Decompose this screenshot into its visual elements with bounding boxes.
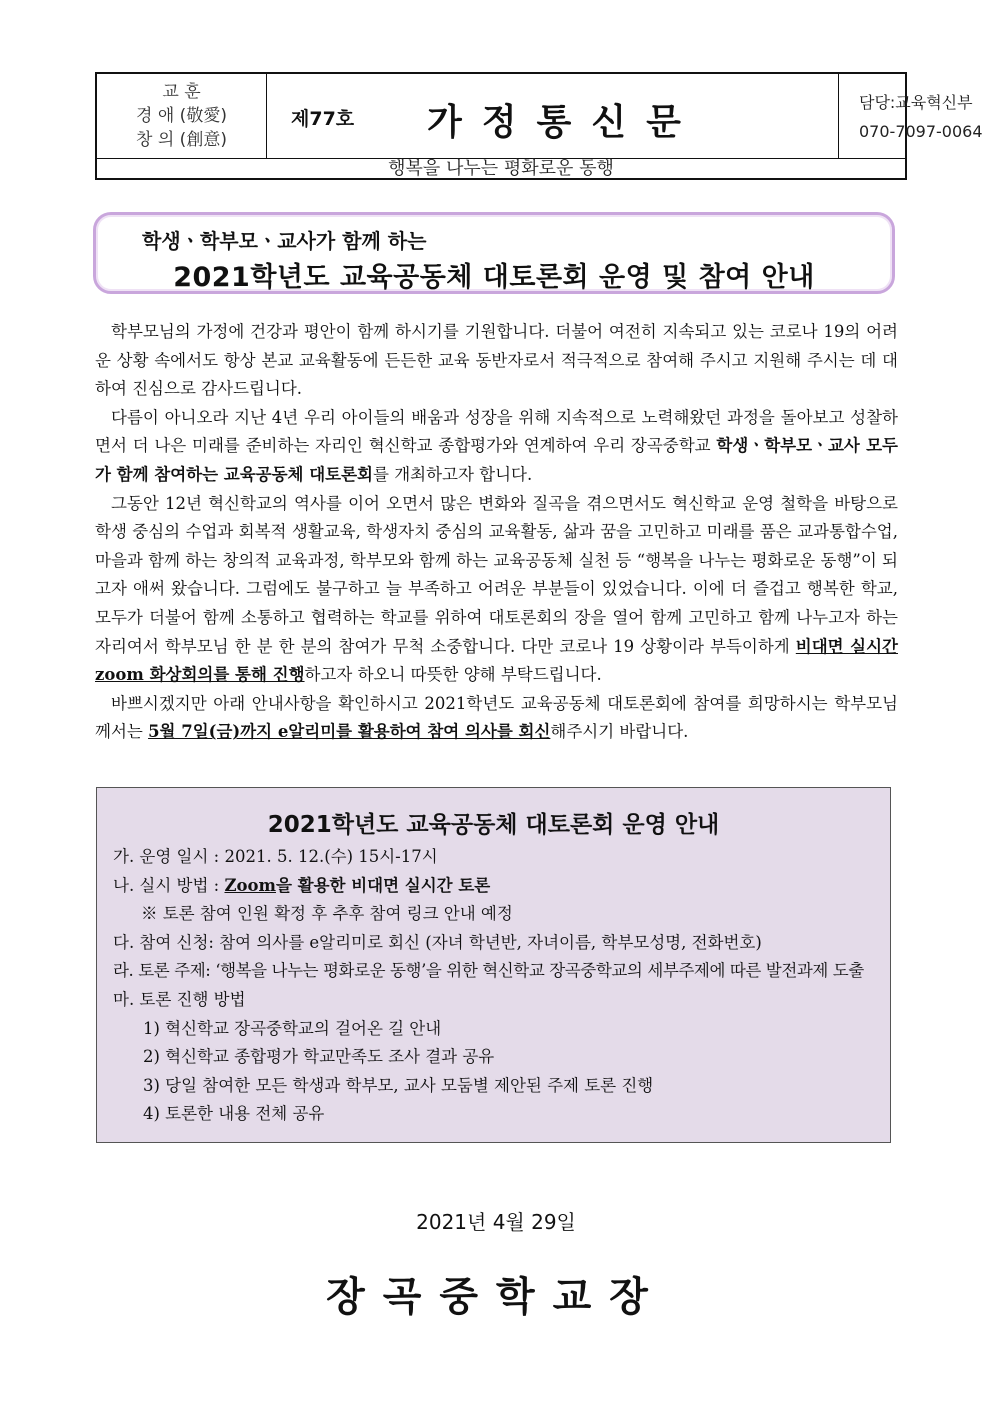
procedure-step: 1) 혁신학교 장곡중학교의 걸어온 길 안내: [143, 1018, 442, 1038]
info-list: [113, 843, 883, 1129]
emphasis-zoom: 비대면 실시간 zoom 화상회의를 통해 진행: [95, 636, 898, 685]
text: 그동안 12년 혁신학교의 역사를 이어 오면서 많은 변화와 질곡을 겪으면서도 혁신학교 운영 철학을 바탕으로 학생 중심의 수업과 회복적 생활교육, 학생자치 중심의 교육활동, 삶과 꿈을 고민하고 미래를 품은 교과통합수업, 마을과 함께 하는 창의적 교육과정, 학부모와 함께 하는 교육공동체 실천 등 “행복을 나누는 평화로운 동행”이 되고자 애써 왔습니다. 그럼에도 불구하고 늘 부족하고 어려운 부분들이 있었습니다. 이에 더 즐겁고 행복한 학교, 모두가 더불어 함께 소통하고 협력하는 학교를 위하여 대토론회의 장을 열어 함께 고민하고 함께 나누고자 하는 자리여서 학부모님 한 분 한 분의 참여가 무척 소중합니다. 다만 코로나 19 상황이라 부득이하게: [95, 493, 898, 656]
paragraph-purpose: [95, 404, 898, 490]
title-banner: [93, 212, 895, 294]
title-cell: [267, 74, 839, 158]
text: 를 개최하고자 합니다.: [373, 464, 533, 484]
value: 을 활용한 비대면 실시간 토론: [276, 875, 491, 895]
department: 담당:교육혁신부: [859, 93, 973, 112]
school-motto: [97, 74, 267, 158]
paragraph-request: [95, 690, 898, 747]
motto-title: 교 훈: [162, 82, 201, 102]
text: 하고자 하오니 따뜻한 양해 부탁드립니다.: [304, 665, 602, 685]
letter-body: [95, 318, 898, 747]
newsletter-title: 가정통신문: [427, 102, 701, 143]
label: 가. 운영 일시 :: [113, 847, 225, 866]
label: 나. 실시 방법 :: [113, 875, 225, 895]
info-item-procedure: 마. 토론 진행 방법: [113, 989, 246, 1009]
value-zoom: Zoom: [224, 875, 276, 895]
contact-cell: [839, 74, 905, 158]
issue-date: 2021년 4월 29일: [416, 1210, 576, 1234]
info-box: [96, 787, 891, 1143]
value: 2021. 5. 12.(수) 15시-17시: [224, 847, 438, 866]
info-item-topic: 라. 토론 주제: ‘행복을 나누는 평화로운 동행’을 위한 혁신학교 장곡중학교의 세부주제에 따른 발전과제 도출: [113, 961, 864, 981]
principal-signature: 장곡중학교장: [326, 1274, 666, 1320]
text: 해주시기 바랍니다.: [550, 722, 689, 742]
issue-number: 제77호: [291, 108, 355, 130]
motto-line-1: 경 애 (敬愛): [136, 106, 227, 126]
phone-number: 070-7097-0064: [859, 122, 983, 141]
procedure-step: 2) 혁신학교 종합평가 학교만족도 조사 결과 공유: [143, 1047, 495, 1067]
emphasis-deadline: 5월 7일(금)까지 e알리미를 활용하여 참여 의사를 회신: [148, 722, 551, 742]
info-item-method: [113, 872, 883, 901]
info-title: 2021학년도 교육공동체 대토론회 운영 안내: [267, 812, 720, 838]
info-item-schedule: [113, 843, 883, 872]
paragraph-history: [95, 490, 898, 690]
school-slogan: 행복을 나누는 평화로운 동행: [97, 158, 905, 179]
info-note: ※ 토론 참여 인원 확정 후 추후 참여 링크 안내 예정: [141, 904, 513, 924]
info-item-apply: 다. 참여 신청: 참여 의사를 e알리미로 회신 (자녀 학년반, 자녀이름, 학부모성명, 전화번호): [113, 932, 762, 952]
banner-title: 2021학년도 교육공동체 대토론회 운영 및 참여 안내: [173, 262, 815, 293]
procedure-step: 3) 당일 참여한 모든 학생과 학부모, 교사 모둠별 제안된 주제 토론 진행: [143, 1075, 654, 1095]
emphasis-participants: 학생ㆍ학부모ㆍ교사 모두가 함께 참여하는 교육공동체 대토론회: [95, 436, 898, 484]
procedure-step: 4) 토론한 내용 전체 공유: [143, 1104, 325, 1124]
newsletter-header: [95, 72, 983, 180]
motto-line-2: 창 의 (創意): [136, 130, 227, 150]
banner-subtitle: 학생ㆍ학부모ㆍ교사가 함께 하는: [142, 229, 427, 253]
text: 바쁘시겠지만 아래 안내사항을 확인하시고 2021학년도 교육공동체 대토론회에 참여를 희망하시는 학부모님께서는: [95, 693, 898, 742]
text: 다름이 아니오라 지난 4년 우리 아이들의 배움과 성장을 위해 지속적으로 노력해왔던 과정을 돌아보고 성찰하면서 더 나은 미래를 준비하는 자리인 혁신학교 종합평가와 연계하여 우리 장곡중학교: [95, 407, 898, 456]
paragraph-greeting: 학부모님의 가정에 건강과 평안이 함께 하시기를 기원합니다. 더불어 여전히 지속되고 있는 코로나 19의 어려운 상황 속에서도 항상 본교 교육활동에 든든한 교육 동반자로서 적극적으로 참여해 주시고 지원해 주시는 데 대하여 진심으로 감사드립니다.: [95, 322, 898, 399]
